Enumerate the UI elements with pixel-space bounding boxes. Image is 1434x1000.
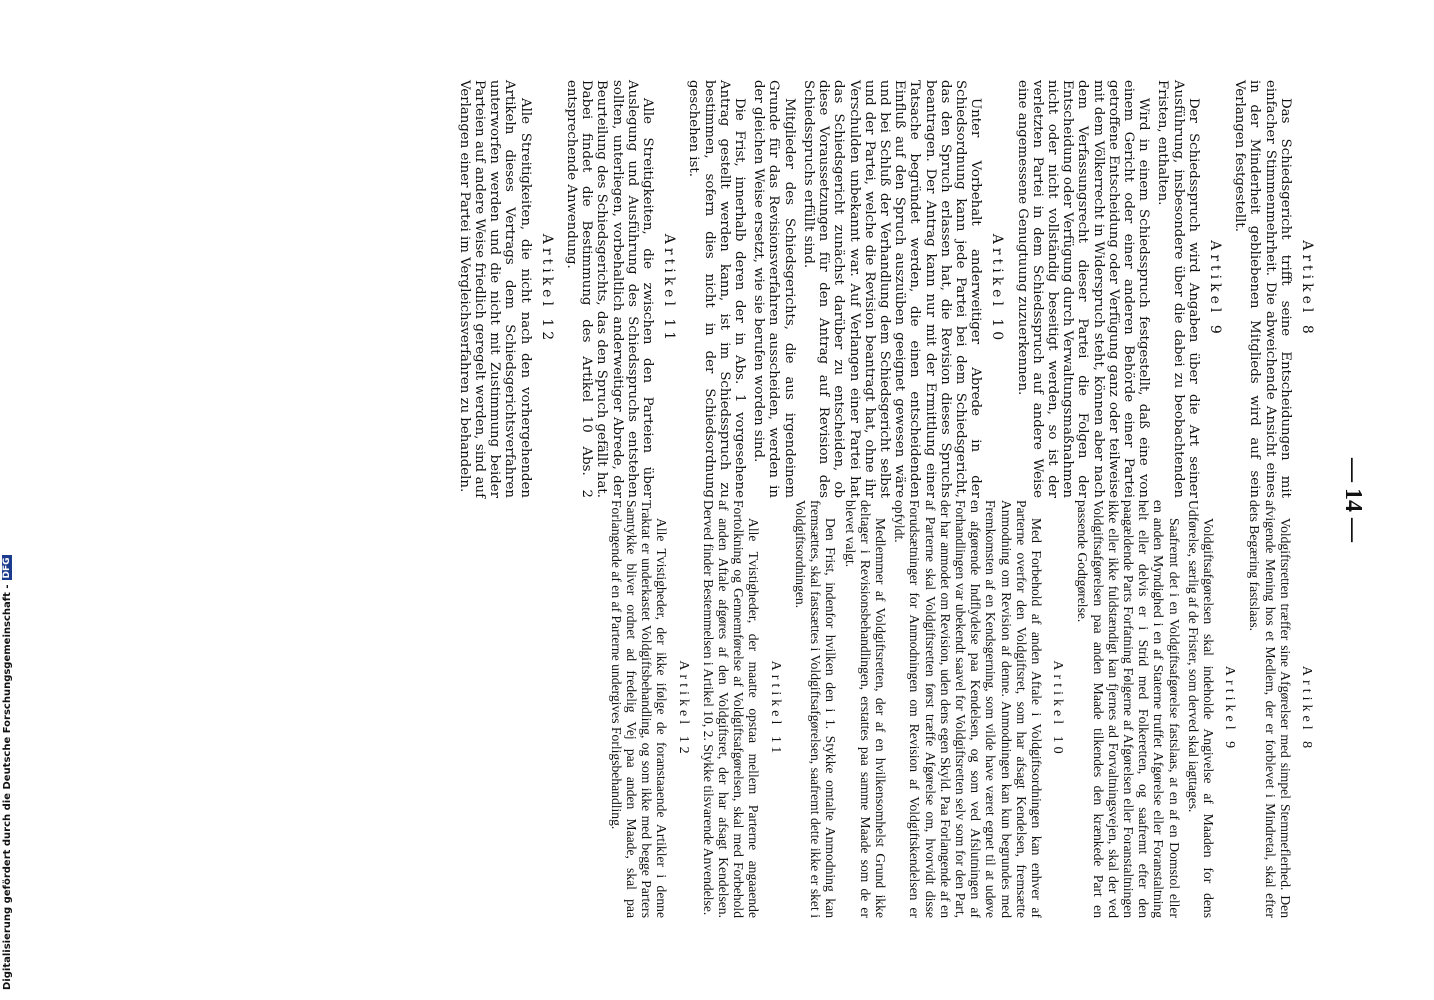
article-paragraph: Den Frist, indenfor hvilken den i 1. Stykke omtalte Anmodning kan fremsættes, skal fastsættes i Voldgiftsafgørelsen, saafremt dette ikke er sket i Voldgiftsordningen.: [792, 500, 839, 918]
german-column: [453, 80, 1324, 498]
article-paragraph: Alle Streitigkeiten, die nicht nach den vorhergehenden Artikeln dieses Vertrags dem Schiedsgerichtsverfahren unterworfen werden und die nicht mit Zustimmung beider Parteien auf andere Weise friedlich geregelt werden, sind auf Verlangen einer Partei im Vergleichsverfahren zu behandeln.: [456, 80, 533, 498]
danish-column: [605, 500, 1324, 918]
article-paragraph: Das Schiedsgericht trifft seine Entscheidungen mit einfacher Stimmenmehrheit. Die abweichende Ansicht eines in der Minderheit gebliebenen Mitglieds wird auf sein Verlangen festgestellt.: [1232, 80, 1293, 498]
article-heading: Artikel 8: [1299, 665, 1314, 753]
article-heading: Artikel 9: [1222, 665, 1238, 753]
article-paragraph: Die Frist, innerhalb deren der in Abs. 1 vorgesehene Antrag gestellt werden kann, ist im Schiedsspruch zu bestimmen, sofern dies nicht in der Schiedsordnung geschehen ist.: [686, 80, 748, 498]
article-paragraph: Voldgiftsafgørelsen skal indeholde Angivelse af Maaden for dens Udførelse, særlig af de Frister, som derved skal iagttages.: [1185, 500, 1216, 918]
article-heading: Artikel 12: [675, 660, 691, 758]
article-heading: Artikel 10: [1050, 660, 1066, 758]
article-paragraph: Unter Vorbehalt anderweitiger Abrede in der Schiedsordnung kann jede Partei bei dem Schiedsgericht, das den Spruch erlassen hat, die Revision dieses Spruchs beantragen. Der Antrag kann nur mit der Ermittlung einer Tatsache begründet werden, die einen entscheidenden Einfluß auf den Spruch auszuüben geeignet gewesen wäre und bei Schluß der Verhandlung dem Schiedsgericht selbst und der Partei, welche die Revision beantragt hat, ohne ihr Verschulden unbekannt war. Auf Verlangen einer Partei hat das Schiedsgericht zunächst darüber zu entscheiden, ob diese Voraussetzungen für den Antrag auf Revision des Schiedsspruchs erfüllt sind.: [800, 80, 984, 498]
article-heading: Artikel 9: [1206, 240, 1223, 338]
article-heading: Artikel 11: [661, 233, 678, 345]
article-heading: Artikel 10: [989, 233, 1006, 345]
article-paragraph: Alle Streitigkeiten, die zwischen den Parteien über Auslegung und Ausführung des Schiedsspruchs entstehen sollten, unterliegen, vorbehaltlich anderweitiger Abrede, der Beurteilung des Schiedsgerichts, das den Spruch gefällt hat. Dabei findet die Bestimmung des Artikel 10 Abs. 2 entsprechende Anwendung.: [564, 80, 656, 498]
article-heading: Artikel 11: [767, 660, 783, 758]
article-paragraph: Med Forbehold af anden Aftale i Voldgiftsordningen kan enhver af Parterne overfor den Voldgiftsret, som har afsagt Kendelsen, fremsætte Anmodning om Revision af denne. Anmodningen kan kun begrundes med Fremkomsten af en Kendsgerning, som vilde have været egnet til at udøve en afgørende Indflydelse paa Kendelsen, og som ved Afslutningen af Forhandlingen var ubekendt saavel for Voldgiftsretten selv som for den Part, der har anmodet om Revision, uden dens egen Skyld. Paa Forlangende af en af Parterne skal Voldgiftsretten først træffe Afgørelse om, hvorvidt disse Forudsætninger for Anmodningen om Revision af Voldgiftskendelsen er opfyldt.: [892, 500, 1044, 918]
article-heading: Artikel 8: [1299, 240, 1315, 338]
article-heading: Artikel 12: [538, 233, 555, 345]
article-paragraph: Wird in einem Schiedsspruch festgestellt, daß eine von einem Gericht oder einer anderen Behörde einer Partei getroffene Entscheidung oder Verfügung ganz oder teilweise mit dem Völkerrecht in Widerspruch steht, können aber nach dem Verfassungsrecht dieser Partei die Folgen der Entscheidung oder Verfügung durch Verwaltungsmaßnahmen nicht oder nicht vollständig beseitigt werden, so ist der verletzten Partei in dem Schiedsspruch auf andere Weise eine angemessene Genugtuung zuzuerkennen.: [1014, 80, 1152, 498]
article-paragraph: Medlemmer af Voldgiftsretten, der af en hvilkensomhelst Grund ikke deltager i Revisionsbehandlingen, erstattes paa samme Maade som de er blevet valgt.: [842, 500, 888, 918]
article-paragraph: Saafremt det i en Voldgiftsafgørelse fastslaas, at en af en Domstol eller en anden Myndighed i en af Staterne truffet Afgørelse eller Foranstaltning helt eller delvis er i Strid med Folkeretten, og saafremt efter den paagældende Parts Forfatning Følgerne af Afgørelsen eller Foranstaltningen ikke eller ikke fuldstændigt kan fjernes ad Forvaltningsvejen, skal der ved Voldgiftsafgørelsen paa anden Maade tilkendes den krænkede Part en passende Godtgørelse.: [1075, 500, 1182, 918]
article-paragraph: Voldgiftsretten træffer sine Afgørelser med simpel Stemmeflerhed. Den afvigende Mening hos et Medlem, der er forblevet i Mindretal, skal efter dets Begæring fastslaas.: [1247, 500, 1293, 918]
article-paragraph: Alle Tvistigheder, der ikke ifølge de foranstaaende Artikler i denne Traktat er underkastet Voldgiftsbehandling, og som ikke med begge Parters Samtykke bliver ordnet ad fredelig Vej paa anden Maade, skal paa Forlangende af en af Parterne undergives Forligsbehandling.: [608, 500, 670, 918]
article-paragraph: Mitglieder des Schiedsgerichts, die aus irgendeinem Grunde für das Revisionsverfahren ausscheiden, werden in der gleichen Weise ersetzt, wie sie berufen worden sind.: [751, 80, 797, 498]
footer-text: Digitalisierung gefördert durch die Deutsche Forschungsgemeinschaft -: [2, 584, 13, 990]
dfg-logo-icon: DFG: [2, 557, 12, 579]
article-paragraph: Alle Tvistigheder, der maatte opstaa mellem Parterne angaaende Fortolkning og Gennemførelse af Voldgiftsafgørelsen, skal med Forbehold af anden Aftale afgøres af den Voldgiftsret, der har afsagt Kendelsen. Derved finder Bestemmelsen i Artikel 10, 2. Stykke tilsvarende Anvendelse.: [700, 500, 762, 918]
article-paragraph: Der Schiedsspruch wird Angaben über die Art seiner Ausführung, insbesondere über die dabei zu beobachtenden Fristen, enthalten.: [1155, 80, 1201, 498]
page-number: — 14 —: [1340, 458, 1366, 542]
